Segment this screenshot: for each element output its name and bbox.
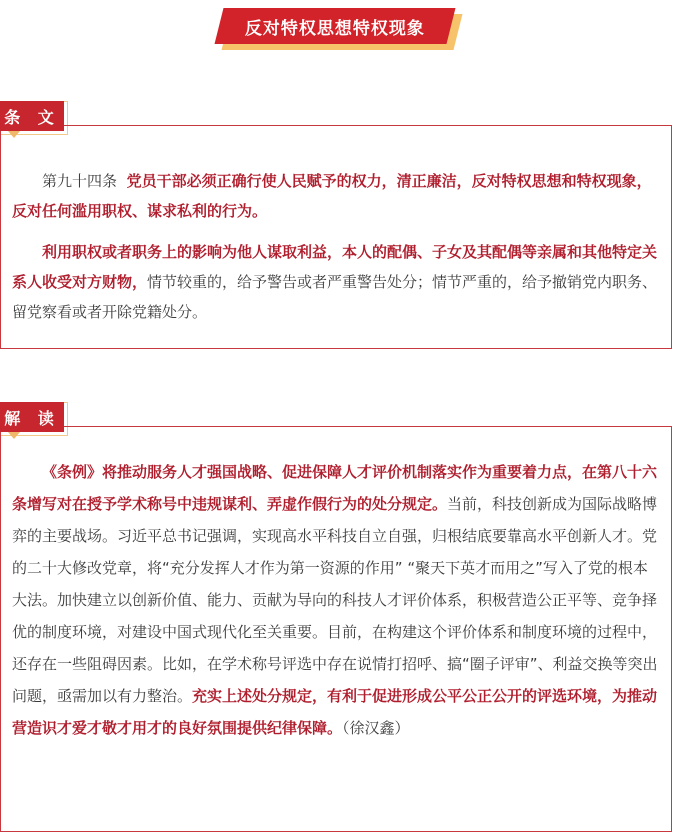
article-tag: 条 文 — [0, 101, 64, 131]
interpretation-lead: 《条例》将推动服务人才强国战略、促进保障人才评价机制落实作为重要着力点，在第八十六条增写对在授予学术称号中违规谋利、弄虚作假行为的处分规定。 — [12, 463, 658, 513]
interpretation-conclusion: 充实上述处分规定，有利于促进形成公平公正公开的评选环境，为推动营造识才爱才敬才用才的良好氛围提供纪律保障。 — [12, 687, 658, 737]
article-number: 第九十四条 — [42, 172, 118, 190]
article-paragraph-1 — [12, 166, 662, 226]
interpretation-paragraph — [12, 456, 662, 744]
author: （徐汉鑫） — [342, 719, 410, 737]
interpretation-body: 当前，科技创新成为国际战略博弈的主要战场。习近平总书记强调，实现高水平科技自立自强，归根结底要靠高水平创新人才。党的二十大修改党章，将“充分发挥人才作为第一资源的作用” “聚天下英才而用之”写入了党的根本大法。加快建立以创新价值、能力、贡献为导向的科技人才评价体系，积极营造公正平等、竞争择优的制度环境，对建设中国式现代化至关重要。目前，在构建这个评价体系和制度环境的过程中，还存在一些阻碍因素。比如，在学术称号评选中存在说情打招呼、搞“圈子评审”、利益交换等突出问题，亟需加以有力整治。 — [12, 495, 658, 705]
article-clause-red: 利用职权或者职务上的影响为他人谋取利益，本人的配偶、子女及其配偶等亲属和其他特定关系人收受对方财物， — [12, 243, 658, 291]
page-title: 反对特权思想特权现象 — [245, 18, 425, 39]
article-paragraph-2 — [12, 237, 662, 327]
title-banner — [215, 8, 456, 44]
article-clause-rest: 情节较重的，给予警告或者严重警告处分；情节严重的，给予撤销党内职务、留党察看或者开除党籍处分。 — [12, 273, 658, 321]
article-text: 党员干部必须正确行使人民赋予的权力，清正廉洁，反对特权思想和特权现象，反对任何滥用职权、谋求私利的行为。 — [12, 172, 652, 220]
interpretation-tag: 解 读 — [0, 402, 64, 432]
